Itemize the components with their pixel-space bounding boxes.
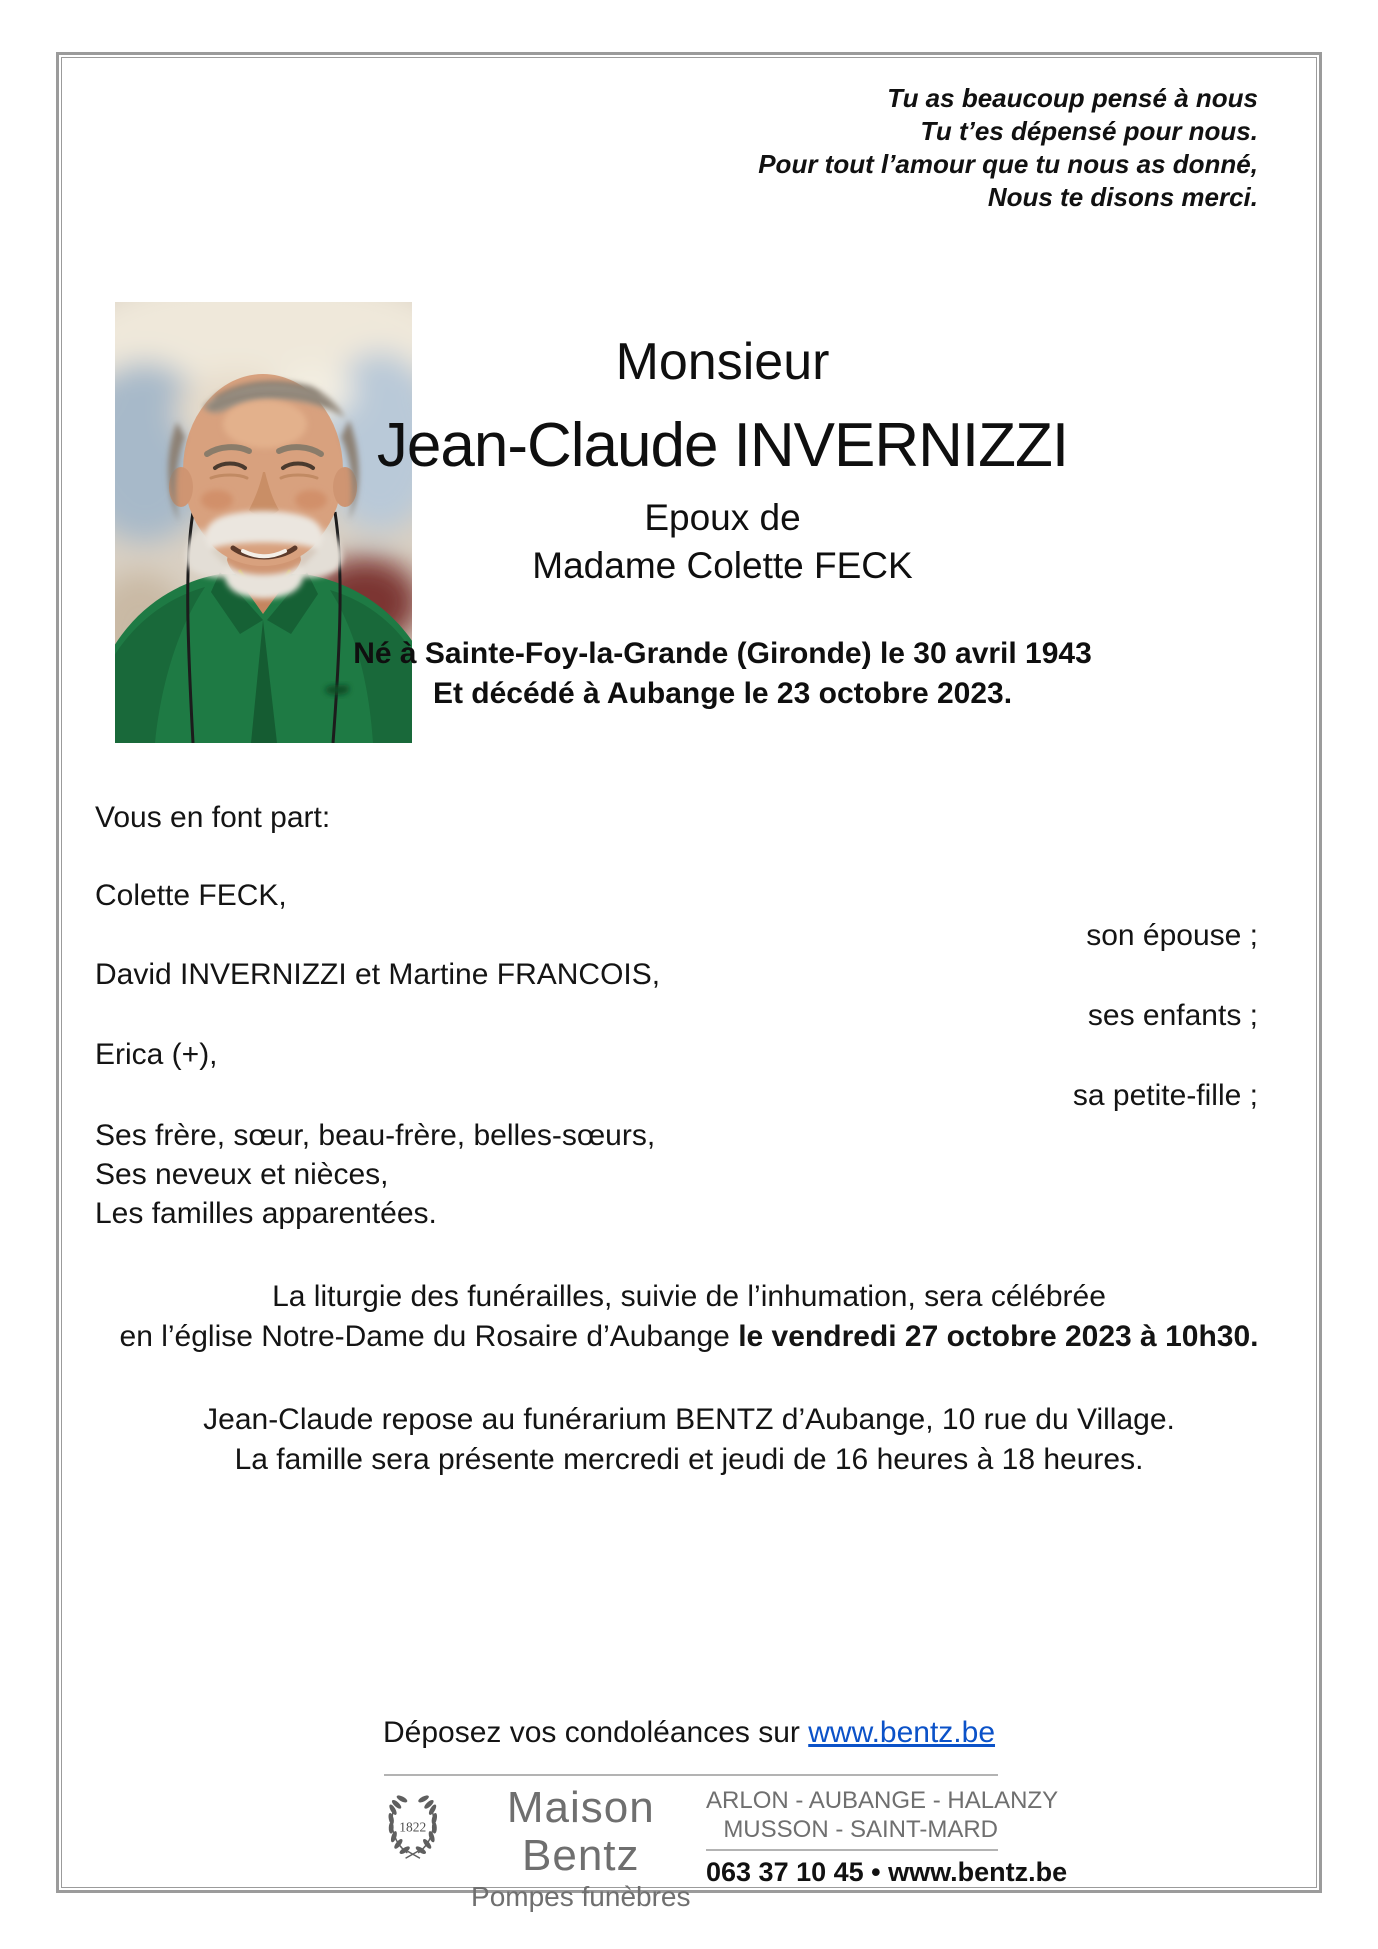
- poem-line: Pour tout l’amour que tu nous as donné,: [758, 149, 1258, 179]
- spouse-name: Madame Colette FECK: [532, 545, 913, 586]
- family-names: David INVERNIZZI et Martine FRANCOIS,: [95, 958, 661, 991]
- ceremony-paragraph: [66, 1277, 1312, 1357]
- announcement-intro: Vous en font part:: [95, 801, 331, 834]
- condolences-link[interactable]: www.bentz.be: [808, 1716, 996, 1749]
- brand-name: Maison Bentz: [506, 1783, 655, 1880]
- brand-tagline: Pompes funèbres: [471, 1881, 691, 1912]
- family-relation: sa petite-fille ;: [1072, 1079, 1258, 1112]
- birth-line: Né à Sainte-Foy-la-Grande (Gironde) le 30 avril 1943: [353, 637, 1092, 670]
- ceremony-line-2: [66, 1317, 1312, 1357]
- family-names: Erica (+),: [95, 1038, 218, 1071]
- title-prefix: Monsieur: [615, 333, 830, 391]
- poem-line: Nous te disons merci.: [987, 182, 1258, 212]
- contact-block: [706, 1784, 1068, 1887]
- condolences-text: Déposez vos condoléances sur: [382, 1716, 809, 1749]
- cities-line-2: MUSSON - SAINT-MARD: [723, 1816, 998, 1843]
- family-others-line: Ses neveux et nièces,: [95, 1158, 389, 1191]
- death-line: Et décédé à Aubange le 23 octobre 2023.: [432, 677, 1013, 710]
- family-names: Colette FECK,: [95, 879, 287, 912]
- poem-line: Tu as beaucoup pensé à nous: [887, 83, 1258, 113]
- deceased-header: [115, 330, 1330, 714]
- poem-line: Tu t’es dépensé pour nous.: [920, 116, 1258, 146]
- spouse-label: Epoux de: [644, 497, 801, 538]
- repose-line-1: Jean-Claude repose au funérarium BENTZ d’Aubange, 10 rue du Village.: [203, 1403, 1175, 1436]
- memorial-poem: [758, 82, 1258, 214]
- family-others-line: Ses frère, sœur, beau-frère, belles-sœurs,: [95, 1119, 656, 1152]
- wreath-1822-icon: [384, 1784, 442, 1866]
- contact-divider: [706, 1849, 998, 1851]
- funeral-home-footer: [384, 1774, 1068, 1914]
- family-relation: son épouse ;: [1086, 919, 1258, 952]
- ceremony-line-2-normal: en l’église Notre-Dame du Rosaire d’Aubange: [119, 1320, 739, 1353]
- family-relation: ses enfants ;: [1087, 999, 1258, 1032]
- repose-line-2: La famille sera présente mercredi et jeudi de 16 heures à 18 heures.: [234, 1443, 1144, 1476]
- ceremony-date-time: le vendredi 27 octobre 2023 à 10h30.: [738, 1320, 1259, 1353]
- wreath-year-label: 1822: [399, 1819, 427, 1835]
- brand-block: [456, 1784, 706, 1914]
- phone-and-website: 063 37 10 45 • www.bentz.be: [706, 1857, 1068, 1887]
- repose-paragraph: [66, 1400, 1312, 1480]
- cities-line-1: ARLON - AUBANGE - HALANZY: [706, 1787, 1059, 1814]
- ceremony-line-1: La liturgie des funérailles, suivie de l’inhumation, sera célébrée: [272, 1280, 1106, 1313]
- family-others-line: Les familles apparentées.: [95, 1197, 437, 1230]
- condolences-line: [66, 1713, 1312, 1753]
- deceased-name: Jean-Claude INVERNIZZI: [376, 411, 1069, 480]
